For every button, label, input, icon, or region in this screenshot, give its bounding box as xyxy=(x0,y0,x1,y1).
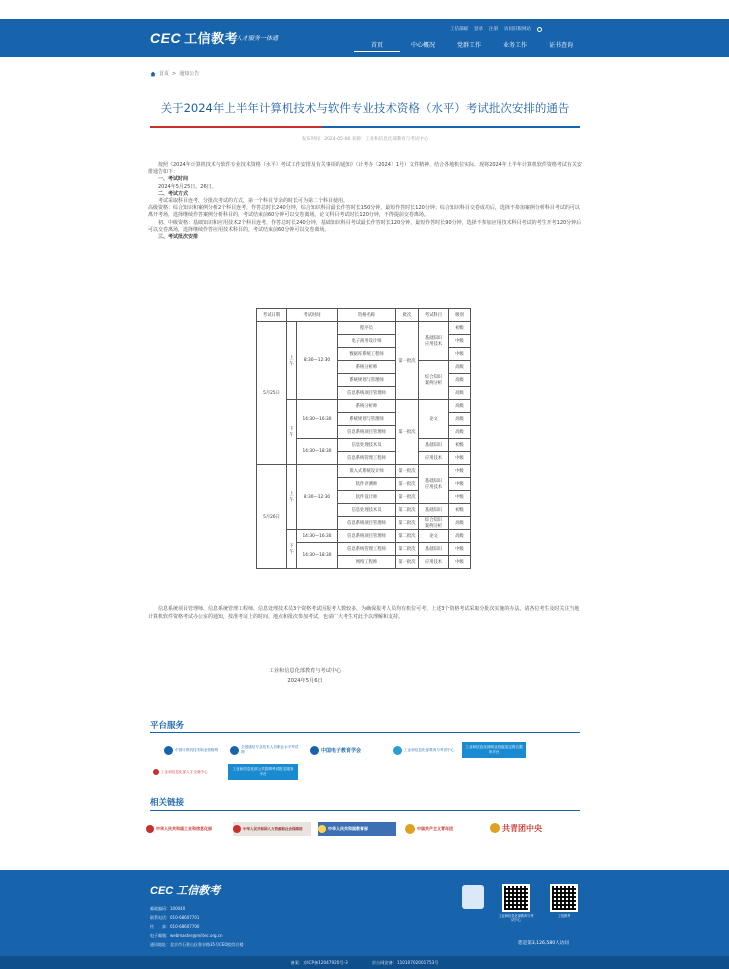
nav-home[interactable]: 首页 xyxy=(354,40,400,52)
th-date: 考试日期 xyxy=(257,309,287,322)
time-cell: 14:30—16:30 xyxy=(297,400,338,439)
level-cell: 高级 xyxy=(449,426,471,439)
breadcrumb xyxy=(150,70,199,77)
qual-cell: 系统规划与管理师 xyxy=(338,374,396,387)
qual-cell: 信息处理技术员 xyxy=(338,504,396,517)
related-label: 共青团中央 xyxy=(502,823,542,833)
platform-link-5[interactable]: 工业和信息化部职业技能鉴定报名服务平台 xyxy=(462,742,526,758)
related-label: 中华人民共和国工业和信息化部 xyxy=(156,826,212,831)
section-2-text-2: 高级资格：综合知识和案例分析2个科目连考，作答总时长240分钟，综合知识科目最长作答时长150分钟，最短作答时长120分钟；综合知识科目交卷成功后，选择不参加案例分析科目考试的可以离开考场，选择继续作答案例分析科目的，考试结束前60分钟可以交卷离场。论文科目考试时长120分钟，不得提前交卷离场。 xyxy=(148,205,580,219)
level-cell: 中级 xyxy=(449,348,471,361)
subject-cell: 应用技术 xyxy=(419,556,449,569)
th-level: 级别 xyxy=(449,309,471,322)
top-link-register[interactable]: 注册 xyxy=(489,27,498,32)
qual-cell: 信息系统项目管理师 xyxy=(338,517,396,530)
batch-cell: 第一批次 xyxy=(396,491,419,504)
platform-link-1[interactable] xyxy=(164,742,224,758)
visit-counter: 您是第3,126,580人访问 xyxy=(518,941,569,946)
logo-mark: CEC xyxy=(150,30,182,46)
pm-cell: 下午 xyxy=(287,530,297,569)
qual-cell: 信息系统项目管理师 xyxy=(338,530,396,543)
batch-cell: 第二批次 xyxy=(396,517,419,530)
qual-cell: 电子商务设计师 xyxy=(338,335,396,348)
level-cell: 中级 xyxy=(449,478,471,491)
th-time: 考试时间 xyxy=(287,309,338,322)
nav-business[interactable]: 业务工作 xyxy=(502,42,527,49)
signature xyxy=(250,666,360,686)
th-batch: 批次 xyxy=(396,309,419,322)
platform-link-3[interactable] xyxy=(310,742,380,758)
platform-divider xyxy=(150,732,580,733)
subject-cell: 论文 xyxy=(419,530,449,543)
breadcrumb-separator: > xyxy=(172,70,177,77)
qual-cell: 数据库系统工程师 xyxy=(338,348,396,361)
th-qualification: 资格名称 xyxy=(338,309,396,322)
signature-org: 工业和信息化部教育与考试中心 xyxy=(268,668,342,674)
platform-label: 工业和信息化部教育与考试中心 xyxy=(404,747,455,752)
platform-logo-icon xyxy=(164,746,173,755)
table-header-row xyxy=(257,309,471,322)
qual-cell: 系统规划与管理师 xyxy=(338,413,396,426)
related-link-ccyl[interactable] xyxy=(490,821,560,835)
site-header xyxy=(0,19,729,57)
platform-link-4[interactable] xyxy=(393,742,455,758)
subject-cell: 论文 xyxy=(419,400,449,439)
footer-contact xyxy=(150,904,244,949)
level-cell: 中级 xyxy=(449,335,471,348)
qr2-caption: 工信教考 xyxy=(557,914,571,918)
main-nav xyxy=(354,40,584,52)
batch-cell: 第一批次 xyxy=(396,322,419,400)
intro-paragraph: 按照《2024年计算机技术与软件专业技术资格（水平）考试工作安排及有关事项的通知》（计考办〔2024〕1号）文件精神，结合各地机位实际，现将2024年上半年计算机软件资格考试有关安排通告如下： xyxy=(148,162,582,176)
platform-logo-icon xyxy=(153,769,159,775)
time-cell: 14:30—16:30 xyxy=(297,530,338,543)
level-cell: 中级 xyxy=(449,491,471,504)
related-label: 中华人民共和国教育部 xyxy=(328,826,368,831)
section-1-title: 一、考试时间 xyxy=(158,176,189,183)
qual-cell: 系统分析师 xyxy=(338,400,396,413)
qual-cell: 系统分析师 xyxy=(338,361,396,374)
date-cell-day1: 5月25日 xyxy=(257,322,287,465)
subject-cell: 综合知识 案例分析 xyxy=(419,517,449,530)
footer-fax: 传 真：010-68607700 xyxy=(150,924,200,929)
subject-cell: 基础知识 xyxy=(419,439,449,452)
platform-label: 中国电子教育学会 xyxy=(321,747,362,754)
level-cell: 高级 xyxy=(449,361,471,374)
article-body xyxy=(148,162,583,241)
subject-cell: 基础知识 xyxy=(419,543,449,556)
emblem-icon xyxy=(490,823,500,833)
am-cell: 上午 xyxy=(287,465,297,530)
time-cell: 8:30—12:30 xyxy=(297,322,338,400)
nav-party[interactable]: 党群工作 xyxy=(456,42,481,49)
qual-cell: 嵌入式系统设计师 xyxy=(338,465,396,478)
related-link-mohrss[interactable] xyxy=(233,822,311,836)
qr-code-icon xyxy=(550,884,578,912)
qr-code-icon xyxy=(502,884,530,912)
platform-logo-icon xyxy=(393,746,402,755)
logo-text: 工信教考 xyxy=(184,31,239,46)
subject-cell: 基础知识 应用技术 xyxy=(419,322,449,361)
qual-cell: 信息系统管理工程师 xyxy=(338,452,396,465)
subject-cell: 基础知识 应用技术 xyxy=(419,465,449,504)
platform-label: 全国通信专业技术人员职业水平考试网 xyxy=(241,745,299,754)
related-link-miit[interactable] xyxy=(146,822,228,836)
level-cell: 高级 xyxy=(449,530,471,543)
qual-cell: 网络工程师 xyxy=(338,556,396,569)
related-title: 相关链接 xyxy=(150,798,185,808)
table-row xyxy=(257,465,471,478)
gov-badge-icon[interactable] xyxy=(462,885,484,909)
search-icon[interactable] xyxy=(537,27,542,32)
breadcrumb-home[interactable]: 首页 xyxy=(159,71,170,77)
footer-bottom-bar xyxy=(0,956,729,969)
section-2-text-1: 考试采取科目连考、分批次考试的方式，第一个科目节余的时长可为第二个科目使用。 xyxy=(158,198,349,205)
nav-about[interactable]: 中心概况 xyxy=(410,42,435,49)
level-cell: 高级 xyxy=(449,413,471,426)
related-divider xyxy=(150,810,580,811)
emblem-icon xyxy=(318,825,326,833)
related-label: 中华人民共和国人力资源和社会保障部 xyxy=(243,826,303,831)
level-cell: 高级 xyxy=(449,517,471,530)
related-link-moe[interactable] xyxy=(318,822,396,836)
top-links xyxy=(450,26,542,32)
batch-cell: 第一批次 xyxy=(396,465,419,478)
related-link-cyl[interactable] xyxy=(405,822,477,836)
table-row xyxy=(257,530,471,543)
emblem-icon xyxy=(233,825,241,833)
qual-cell: 程序员 xyxy=(338,322,396,335)
section-2-title: 二、考试方式 xyxy=(158,190,189,197)
footer-phone: 联系电话：010-68607701 xyxy=(150,915,200,920)
qual-cell: 信息系统项目管理师 xyxy=(338,426,396,439)
level-cell: 初级 xyxy=(449,439,471,452)
closing-paragraph xyxy=(148,606,583,621)
am-cell: 上午 xyxy=(287,322,297,400)
site-logo[interactable] xyxy=(150,28,238,47)
closing-text: 信息系统项目管理师、信息系统管理工程师、信息处理技术员3个资格考试因报考人数较多，为确保报考人员均有机位可考，上述3个资格考试采取分批次实施的办法，请各位考生及时关注当地计算机软件资格考试办公室的通知，按准考证上的时间、地点和批次参加考试，也请广大考生对此予以理解和支持。 xyxy=(148,606,580,620)
level-cell: 高级 xyxy=(449,387,471,400)
article-title: 关于2024年上半年计算机技术与软件专业技术资格（水平）考试批次安排的通告 xyxy=(160,101,570,115)
level-cell: 初级 xyxy=(449,504,471,517)
platform-logo-icon xyxy=(230,746,239,755)
footer-email[interactable]: 电子邮箱：webmaster@miitec.org.cn xyxy=(150,933,223,938)
qual-cell: 软件设计师 xyxy=(338,491,396,504)
emblem-icon xyxy=(146,825,154,833)
signature-date: 2024年5月6日 xyxy=(287,678,323,684)
level-cell: 中级 xyxy=(449,556,471,569)
qual-cell: 信息处理技术员 xyxy=(338,439,396,452)
level-cell: 高级 xyxy=(449,374,471,387)
subject-cell: 综合知识 案例分析 xyxy=(419,361,449,400)
footer-postcode: 邮政编码：100040 xyxy=(150,906,186,911)
subject-cell: 基础知识 xyxy=(419,504,449,517)
platform-label: 中国计算机技术职业资格网 xyxy=(175,747,219,752)
schedule-table xyxy=(256,308,471,569)
batch-cell: 第一批次 xyxy=(396,478,419,491)
related-label: 中国共产主义青年团 xyxy=(417,826,453,831)
level-cell: 中级 xyxy=(449,465,471,478)
qual-cell: 软件评测师 xyxy=(338,478,396,491)
article-meta: 发布时间：2024-05-06 来源：工业和信息化部教育与考试中心 xyxy=(301,137,429,142)
level-cell: 初级 xyxy=(449,322,471,335)
level-cell: 中级 xyxy=(449,452,471,465)
footer-address: 通讯地址：北京市石景山区鲁谷路35号CEO院综合楼 xyxy=(150,942,244,947)
section-2-text-3: 初、中级资格：基础知识和应用技术2个科目连考，作答总时长240分钟，基础知识科目考试最长作答时长120分钟，最短作答时长90分钟，选择不参加应用技术科目考试的考生开考120分钟后可以交卷离场，选择继续作答应用技术科目的，考试结束前60分钟可以交卷离场。 xyxy=(148,219,582,233)
qual-cell: 信息系统管理工程师 xyxy=(338,543,396,556)
police-record[interactable]: 京公网安备：11010702001753号 xyxy=(371,959,439,965)
qr1-caption: 工业和信息化部教育与考试中心 xyxy=(498,914,534,922)
top-link-old-site[interactable]: 访问旧版网站 xyxy=(504,27,531,32)
top-link-login[interactable]: 登录 xyxy=(474,27,483,32)
emblem-icon xyxy=(405,824,415,834)
breadcrumb-current[interactable]: 通知公告 xyxy=(179,71,200,77)
platform-logo-icon xyxy=(310,746,319,755)
batch-cell: 第二批次 xyxy=(396,543,419,556)
title-divider xyxy=(150,126,580,128)
icp-record[interactable]: 备案：京ICP备12047920号-3 xyxy=(290,959,348,965)
qual-cell: 信息系统项目管理师 xyxy=(338,387,396,400)
platform-link-2[interactable] xyxy=(230,742,300,758)
batch-cell: 第二批次 xyxy=(396,530,419,543)
platform-label: 工业和信息化部人才交流中心 xyxy=(161,769,208,774)
batch-cell: 第一批次 xyxy=(396,400,419,465)
section-3-title: 三、考试批次安排 xyxy=(158,234,199,241)
date-cell-day2: 5月26日 xyxy=(257,465,287,569)
batch-cell: 第一批次 xyxy=(396,556,419,569)
th-subject: 考试科目 xyxy=(419,309,449,322)
subject-cell: 应用技术 xyxy=(419,452,449,465)
top-link-mail[interactable]: 工信部邮 xyxy=(450,27,468,32)
table-row xyxy=(257,400,471,413)
batch-cell: 第二批次 xyxy=(396,504,419,517)
time-cell: 8:30—12:30 xyxy=(297,465,338,530)
level-cell: 高级 xyxy=(449,400,471,413)
nav-certificate[interactable]: 证书查询 xyxy=(548,42,573,49)
footer-logo: CEC 工信教考 xyxy=(150,885,221,897)
time-cell: 14:30—18:30 xyxy=(297,439,338,465)
slogan: 人才服务一体通 xyxy=(236,35,279,42)
platform-link-6[interactable] xyxy=(153,764,223,780)
time-cell: 14:30—18:30 xyxy=(297,543,338,569)
table-row xyxy=(257,322,471,335)
level-cell: 中级 xyxy=(449,543,471,556)
section-1-text: 2024年5月25日、26日。 xyxy=(158,183,217,190)
pm-cell: 下午 xyxy=(287,400,297,465)
platform-title: 平台服务 xyxy=(150,721,185,731)
site-footer xyxy=(0,870,729,956)
home-icon xyxy=(150,71,156,77)
platform-link-7[interactable]: 工业和信息化部公共招聘考试报名服务平台 xyxy=(228,764,298,780)
